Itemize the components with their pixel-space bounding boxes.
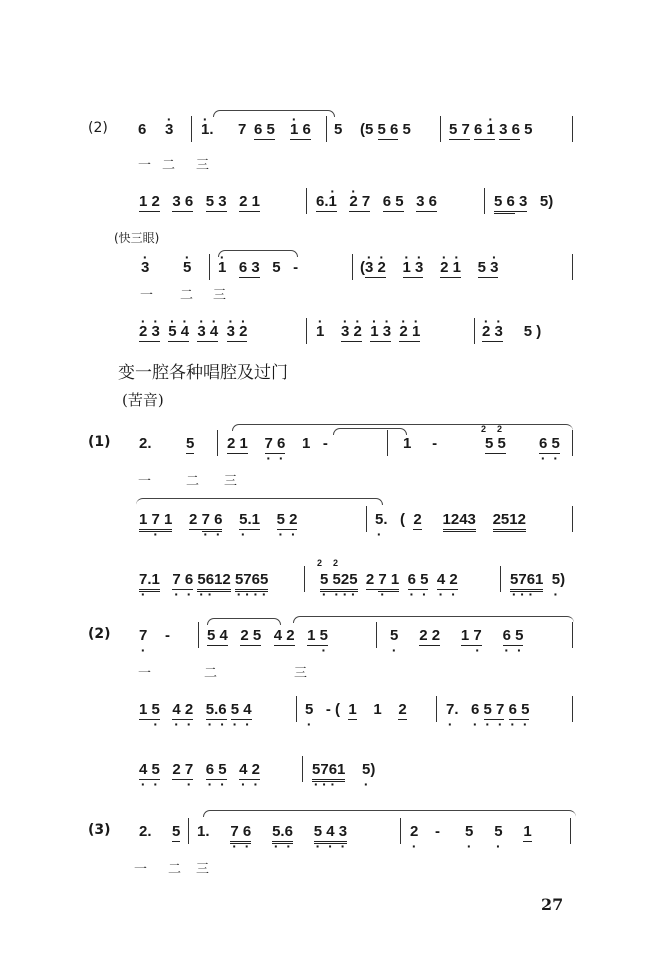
note-group: · 2 · 3 · 5 · 4 · 3 · 4 · 3 · 2: [139, 322, 247, 342]
beat-marker: 二: [186, 474, 200, 489]
note-group: 6.· 1 · 2 7 6 5 3 6: [316, 192, 437, 212]
system-kuyin1-line2: [0, 510, 660, 540]
note-group: · 2 · 3 5 ): [482, 322, 541, 342]
note: 5: [186, 435, 195, 452]
system-kuyin2-line1: [0, 626, 660, 681]
note-group: 2 1 7 · 6 · 1 -: [227, 434, 328, 454]
system-part1-line1: [0, 120, 660, 173]
barline: [217, 430, 218, 456]
grace-note: 2: [317, 558, 323, 568]
barline: [572, 430, 573, 456]
beat-marker: 三: [294, 666, 308, 681]
note: · 3: [165, 120, 173, 140]
system-kuyin2-line2: [0, 700, 660, 730]
phrase-label: (2): [88, 626, 111, 642]
note-group: · 1 6 3 5 -: [218, 258, 298, 278]
slur: [207, 618, 281, 625]
slur: [218, 250, 298, 257]
section-heading: 变一腔各种唱腔及过门: [118, 363, 288, 383]
grace-note: 2: [333, 558, 339, 568]
note: · 3: [141, 258, 149, 278]
note: 7: [238, 121, 247, 138]
note: · 1.: [201, 120, 214, 140]
note-group: 6 5: [254, 121, 275, 138]
note-group: 5 4 2 5 4 2 1 5 ·: [207, 626, 328, 646]
note-group: 5 7 6 · 1 3 6 5: [449, 120, 532, 140]
note-group: · 1 · 3 · 2 · 1 · 3 · 2 · 1: [316, 322, 420, 342]
system-kuyin1-line1: [0, 424, 660, 489]
phrase-label: (1): [88, 434, 111, 450]
system-part1-line3: [0, 258, 660, 303]
phrase-label: (3): [88, 822, 111, 838]
barline: [304, 566, 305, 592]
barline: [484, 188, 485, 214]
slur: [213, 110, 335, 117]
barline: [326, 116, 327, 142]
note-group: · 1 6: [290, 120, 311, 140]
barline: [191, 116, 192, 142]
note: 2.: [139, 823, 152, 840]
beat-marker: 三: [213, 288, 227, 303]
barline: [376, 622, 377, 648]
note-group: 5 · - ( 1 1 2: [305, 700, 407, 720]
note-group: 1 5 · 4 · 2 · 5 ·.6 · 5 · 4 ·: [139, 700, 252, 720]
barline: [500, 566, 501, 592]
barline: [400, 818, 401, 844]
note: 5: [172, 823, 181, 840]
barline: [302, 756, 303, 782]
note-group: 5 · 2 2 1 7 · 6 · 5 ·: [390, 626, 523, 646]
beat-marker: 三: [196, 862, 210, 877]
note-group: 1 -: [403, 435, 438, 452]
beat-marker: 一: [138, 666, 152, 681]
barline: [387, 430, 388, 456]
system-kuyin2-line3: [0, 760, 660, 790]
note: 7 ·: [139, 626, 147, 646]
barline: [306, 188, 307, 214]
note: 5: [334, 121, 343, 138]
barline: [570, 818, 571, 844]
note-group: 1 2 3 6 5 3 2 1: [139, 193, 260, 210]
beat-marker: 二: [204, 666, 218, 681]
barline: [296, 696, 297, 722]
beat-marker: 一: [134, 862, 148, 877]
note-group: 1. 7 · 6 · 5 ·.6 · 5 · 4 · 3 ·: [197, 822, 347, 842]
note-group: 4 · 5 · 2 7 · 6 · 5 · 4 · 2 ·: [139, 760, 260, 780]
system-part1-line2: [0, 192, 660, 222]
slur: [203, 810, 576, 817]
beat-marker: 一: [138, 474, 152, 489]
note-group: (5 5 6 5: [360, 121, 411, 138]
note-group: 5 ·7 ·6 ·1 5 ·): [510, 570, 565, 590]
beat-marker: 二: [162, 158, 176, 173]
grace-note: 2: [481, 424, 487, 434]
note-group: 2 · - 5 · 5 · 1: [410, 822, 532, 842]
beat-marker: 三: [196, 158, 210, 173]
slur: [333, 428, 407, 435]
beat-marker: 一: [138, 158, 152, 173]
note-group: 7 ·. 6 · 5 · 7 · 6 · 5 ·: [446, 700, 529, 720]
barline: [352, 254, 353, 280]
note-group: 6 · 5 ·: [539, 434, 560, 454]
barline: [306, 318, 307, 344]
note-group: 5 · 5 ·2 ·5 · 2 7 · 1 6 · 5 · 4 · 2 ·: [320, 570, 458, 590]
note-group: 1 7 · 1 2 7 · 6 · 5 ·.1 5 · 2 ·: [139, 510, 297, 530]
note-group: (· 3 · 2 · 1 · 3 · 2 · 1 5 · 3: [360, 258, 498, 278]
barline: [572, 116, 573, 142]
note-group: 5 ·. ( 2 1243 2512: [375, 510, 526, 530]
beat-marker: 二: [168, 862, 182, 877]
note: 6: [138, 121, 147, 138]
grace-note: 2: [497, 424, 503, 434]
system-part1-line4: [0, 322, 660, 352]
barline: [188, 818, 189, 844]
beat-marker: 一: [140, 288, 154, 303]
slur: [293, 616, 574, 623]
note: · 5: [183, 258, 191, 278]
barline: [198, 622, 199, 648]
beat-marker: 三: [224, 474, 238, 489]
page-number: 27: [541, 895, 564, 914]
barline: [474, 318, 475, 344]
section-subheading: (苦音): [122, 391, 164, 409]
note: -: [165, 627, 170, 644]
slur: [136, 498, 383, 505]
phrase-label: (2): [88, 120, 108, 136]
note-group: 5 5: [485, 435, 506, 452]
barline: [572, 622, 573, 648]
barline: [572, 506, 573, 532]
barline: [572, 696, 573, 722]
note-group: 5 6 3 5): [494, 192, 553, 212]
barline: [572, 254, 573, 280]
note: 2.: [139, 435, 152, 452]
tempo-marking: (快三眼): [114, 231, 160, 245]
barline: [209, 254, 210, 280]
note-group: 7 ·.1 7 · 6 · 5 ·6 ·12 5 ·7 ·6 ·5 ·: [139, 570, 268, 590]
barline: [436, 696, 437, 722]
system-kuyin3-line1: [0, 822, 660, 877]
beat-marker: 二: [180, 288, 194, 303]
barline: [440, 116, 441, 142]
system-kuyin1-line3: [0, 558, 660, 600]
note-group: 5 ·7 ·6 ·1 5 ·): [312, 760, 375, 780]
barline: [366, 506, 367, 532]
